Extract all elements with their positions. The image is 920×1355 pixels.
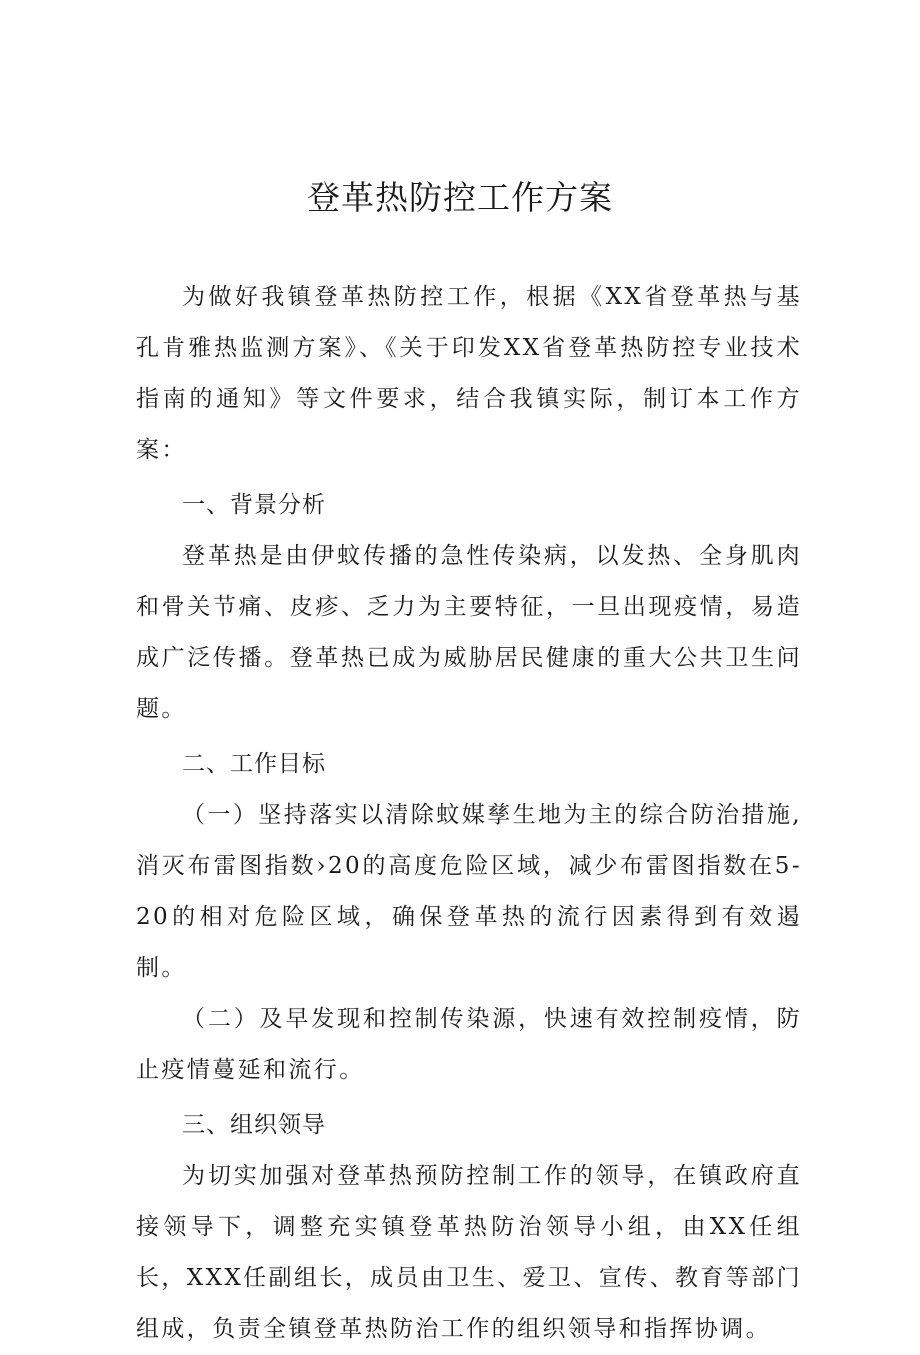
page-title: 登革热防控工作方案 xyxy=(307,178,613,217)
goal-paragraph-2: （二）及早发现和控制传染源，快速有效控制疫情，防止疫情蔓延和流行。 xyxy=(136,1006,802,1083)
intro-paragraph: 为做好我镇登革热防控工作，根据《XX省登革热与基孔肯雅热监测方案》、《关于印发XX省登革热防控专业技术指南的通知》等文件要求，结合我镇实际，制订本工作方案： xyxy=(136,284,802,463)
leadership-paragraph: 为切实加强对登革热预防控制工作的领导，在镇政府直接领导下，调整充实镇登革热防治领导小组，由XX任组长，XXX任副组长，成员由卫生、爱卫、宣传、教育等部门组成，负责全镇登革热防治工作的组织领导和指挥协调。 xyxy=(136,1163,802,1342)
document-body xyxy=(136,272,802,1355)
goal-paragraph-1: （一）坚持落实以清除蚊媒孳生地为主的综合防治措施,消灭布雷图指数›20的高度危险区域，减少布雷图指数在5-20的相对危险区域，确保登革热的流行因素得到有效遏制。 xyxy=(136,802,802,981)
background-paragraph: 登革热是由伊蚊传播的急性传染病，以发热、全身肌肉和骨关节痛、皮疹、乏力为主要特征，一旦出现疫情，易造成广泛传播。登革热已成为威胁居民健康的重大公共卫生问题。 xyxy=(136,543,802,722)
section-heading-leadership: 三、组织领导 xyxy=(182,1112,326,1138)
section-heading-background: 一、背景分析 xyxy=(182,492,326,518)
section-heading-goals: 二、工作目标 xyxy=(182,751,326,777)
